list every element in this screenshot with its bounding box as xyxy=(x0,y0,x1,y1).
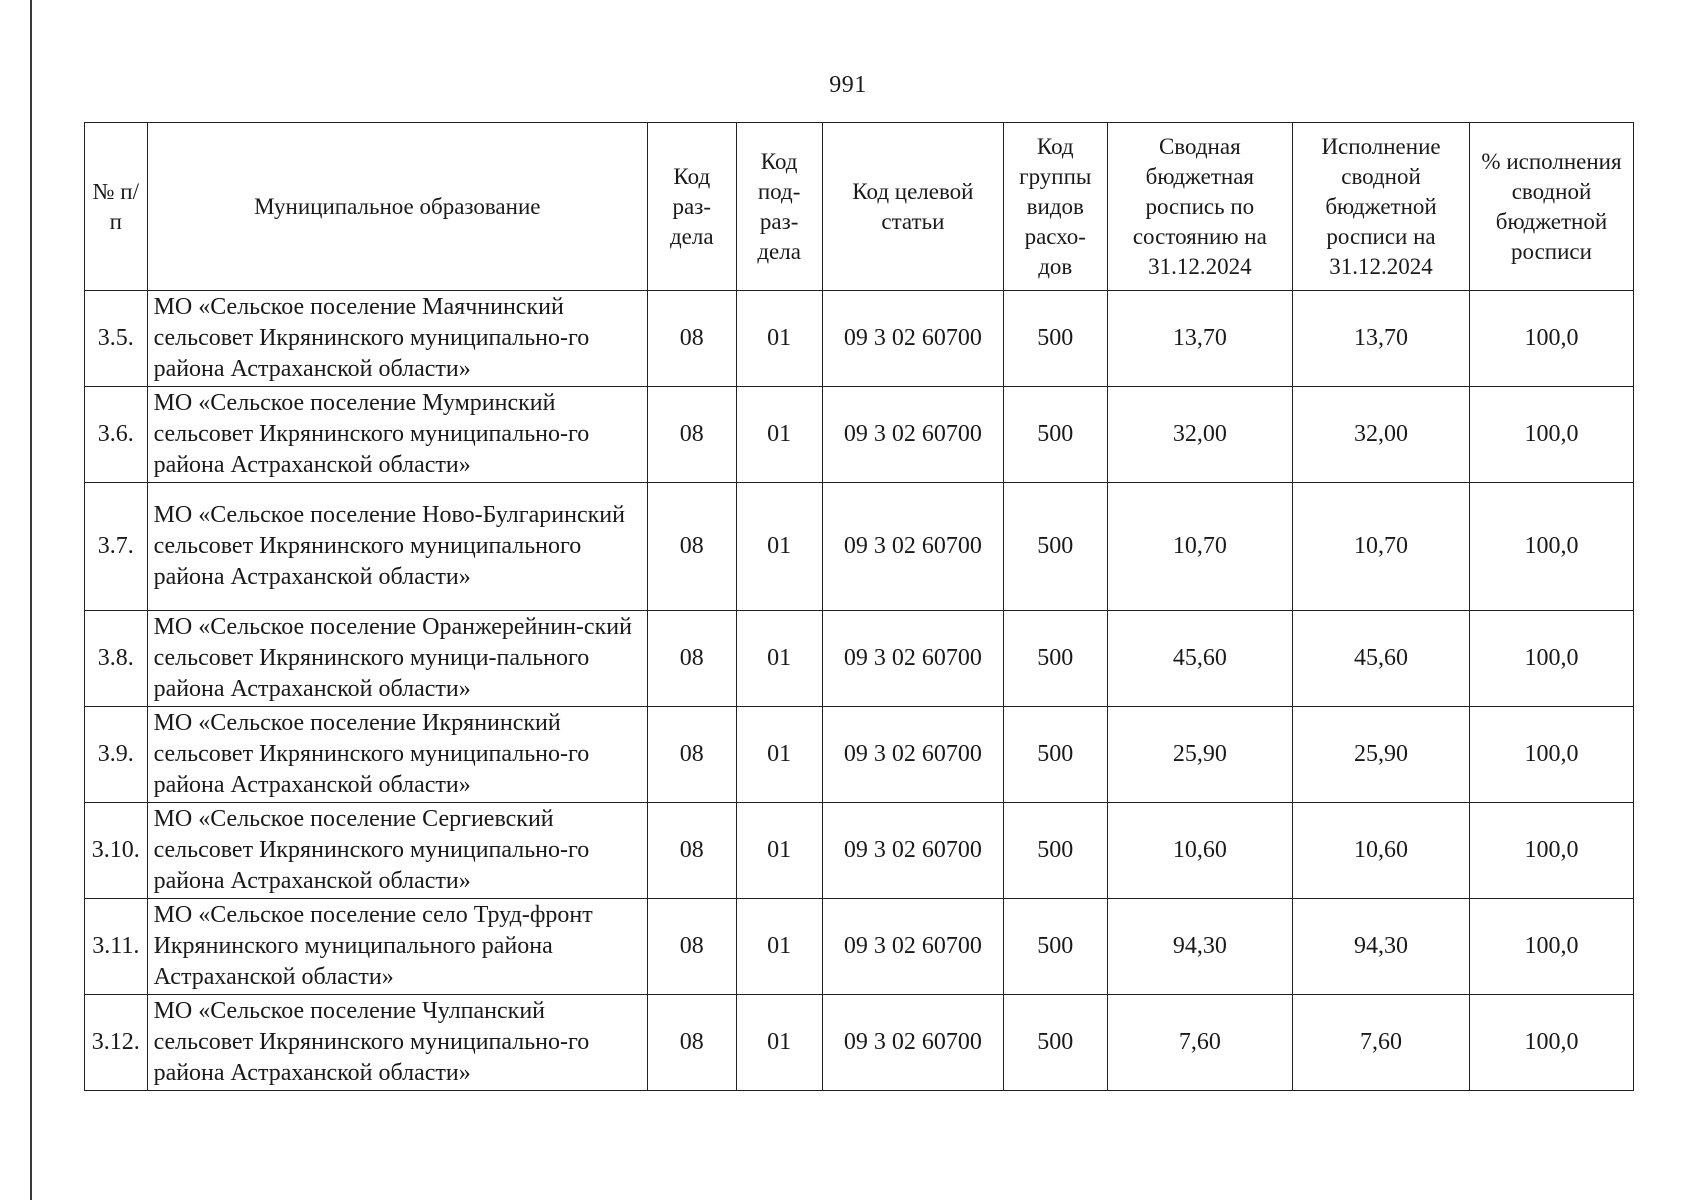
cell-subsection-code: 01 xyxy=(736,995,822,1091)
cell-execution: 45,60 xyxy=(1293,611,1470,707)
cell-municipality: МО «Сельское поселение Ново-Булгаринский сельсовет Икрянинского муниципального района Астраханской области» xyxy=(147,483,648,611)
cell-execution: 7,60 xyxy=(1293,995,1470,1091)
cell-target-code: 09 3 02 60700 xyxy=(822,387,1003,483)
header-subsection-code: Код под-раз-дела xyxy=(736,123,822,291)
cell-section-code: 08 xyxy=(648,291,736,387)
header-expense-group-code: Код группы видов расхо-дов xyxy=(1004,123,1108,291)
cell-subsection-code: 01 xyxy=(736,387,822,483)
cell-section-code: 08 xyxy=(648,483,736,611)
cell-municipality: МО «Сельское поселение село Труд-фронт Икрянинского муниципального района Астраханской области» xyxy=(147,899,648,995)
header-execution: Исполнение сводной бюджетной росписи на 31.12.2024 xyxy=(1293,123,1470,291)
cell-target-code: 09 3 02 60700 xyxy=(822,611,1003,707)
cell-num: 3.12. xyxy=(85,995,148,1091)
cell-execution-percent: 100,0 xyxy=(1469,995,1633,1091)
cell-expense-group-code: 500 xyxy=(1004,611,1108,707)
cell-expense-group-code: 500 xyxy=(1004,483,1108,611)
cell-subsection-code: 01 xyxy=(736,899,822,995)
cell-num: 3.5. xyxy=(85,291,148,387)
cell-execution: 32,00 xyxy=(1293,387,1470,483)
cell-execution-percent: 100,0 xyxy=(1469,707,1633,803)
cell-execution-percent: 100,0 xyxy=(1469,291,1633,387)
table-row xyxy=(85,291,1634,387)
cell-num: 3.8. xyxy=(85,611,148,707)
cell-expense-group-code: 500 xyxy=(1004,707,1108,803)
cell-municipality: МО «Сельское поселение Маячнинский сельсовет Икрянинского муниципально-го района Астраханской области» xyxy=(147,291,648,387)
table-row xyxy=(85,387,1634,483)
cell-subsection-code: 01 xyxy=(736,803,822,899)
header-num: № п/п xyxy=(85,123,148,291)
cell-target-code: 09 3 02 60700 xyxy=(822,803,1003,899)
table-row xyxy=(85,707,1634,803)
cell-execution-percent: 100,0 xyxy=(1469,483,1633,611)
cell-execution: 10,60 xyxy=(1293,803,1470,899)
cell-section-code: 08 xyxy=(648,803,736,899)
cell-subsection-code: 01 xyxy=(736,483,822,611)
cell-municipality: МО «Сельское поселение Оранжерейнин-ский сельсовет Икрянинского муници-пального района Астраханской области» xyxy=(147,611,648,707)
cell-execution: 13,70 xyxy=(1293,291,1470,387)
cell-consolidated-budget: 13,70 xyxy=(1107,291,1293,387)
cell-target-code: 09 3 02 60700 xyxy=(822,483,1003,611)
header-target-code: Код целевой статьи xyxy=(822,123,1003,291)
cell-execution: 25,90 xyxy=(1293,707,1470,803)
cell-consolidated-budget: 10,70 xyxy=(1107,483,1293,611)
cell-execution: 10,70 xyxy=(1293,483,1470,611)
cell-num: 3.11. xyxy=(85,899,148,995)
cell-expense-group-code: 500 xyxy=(1004,387,1108,483)
cell-execution-percent: 100,0 xyxy=(1469,899,1633,995)
table-row xyxy=(85,899,1634,995)
cell-execution: 94,30 xyxy=(1293,899,1470,995)
table-header-row xyxy=(85,123,1634,291)
cell-num: 3.7. xyxy=(85,483,148,611)
cell-num: 3.10. xyxy=(85,803,148,899)
table-row xyxy=(85,483,1634,611)
scan-edge-line xyxy=(30,0,32,1200)
page-number: 991 xyxy=(829,72,867,98)
budget-execution-table xyxy=(84,122,1634,1091)
cell-municipality: МО «Сельское поселение Чулпанский сельсовет Икрянинского муниципально-го района Астраханской области» xyxy=(147,995,648,1091)
cell-num: 3.6. xyxy=(85,387,148,483)
cell-municipality: МО «Сельское поселение Икрянинский сельсовет Икрянинского муниципально-го района Астраханской области» xyxy=(147,707,648,803)
cell-expense-group-code: 500 xyxy=(1004,803,1108,899)
header-consolidated-budget: Сводная бюджетная роспись по состоянию на 31.12.2024 xyxy=(1107,123,1293,291)
table-row xyxy=(85,995,1634,1091)
cell-target-code: 09 3 02 60700 xyxy=(822,899,1003,995)
cell-expense-group-code: 500 xyxy=(1004,899,1108,995)
cell-target-code: 09 3 02 60700 xyxy=(822,707,1003,803)
cell-target-code: 09 3 02 60700 xyxy=(822,291,1003,387)
cell-consolidated-budget: 7,60 xyxy=(1107,995,1293,1091)
cell-target-code: 09 3 02 60700 xyxy=(822,995,1003,1091)
cell-consolidated-budget: 94,30 xyxy=(1107,899,1293,995)
cell-consolidated-budget: 10,60 xyxy=(1107,803,1293,899)
header-section-code: Код раз-дела xyxy=(648,123,736,291)
cell-section-code: 08 xyxy=(648,707,736,803)
cell-execution-percent: 100,0 xyxy=(1469,387,1633,483)
cell-consolidated-budget: 32,00 xyxy=(1107,387,1293,483)
cell-consolidated-budget: 45,60 xyxy=(1107,611,1293,707)
cell-execution-percent: 100,0 xyxy=(1469,803,1633,899)
cell-section-code: 08 xyxy=(648,995,736,1091)
cell-section-code: 08 xyxy=(648,387,736,483)
cell-section-code: 08 xyxy=(648,899,736,995)
cell-municipality: МО «Сельское поселение Сергиевский сельсовет Икрянинского муниципально-го района Астраханской области» xyxy=(147,803,648,899)
table-row xyxy=(85,611,1634,707)
cell-consolidated-budget: 25,90 xyxy=(1107,707,1293,803)
cell-subsection-code: 01 xyxy=(736,291,822,387)
table-row xyxy=(85,803,1634,899)
cell-execution-percent: 100,0 xyxy=(1469,611,1633,707)
header-municipality: Муниципальное образование xyxy=(147,123,648,291)
cell-expense-group-code: 500 xyxy=(1004,291,1108,387)
cell-subsection-code: 01 xyxy=(736,611,822,707)
budget-table-container xyxy=(84,122,1634,1091)
cell-num: 3.9. xyxy=(85,707,148,803)
cell-subsection-code: 01 xyxy=(736,707,822,803)
header-execution-percent: % исполнения сводной бюджетной росписи xyxy=(1469,123,1633,291)
cell-expense-group-code: 500 xyxy=(1004,995,1108,1091)
cell-municipality: МО «Сельское поселение Мумринский сельсовет Икрянинского муниципально-го района Астраханской области» xyxy=(147,387,648,483)
cell-section-code: 08 xyxy=(648,611,736,707)
